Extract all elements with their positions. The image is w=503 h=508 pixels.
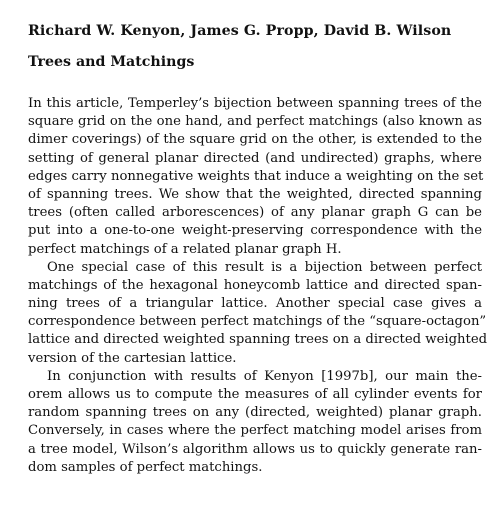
- paper-title: Trees and Matchings: [28, 54, 195, 70]
- text-line: edges carry nonnegative weights that induce a weighting on the set: [28, 168, 484, 184]
- text-line: a tree model, Wilson’s algorithm allows us to quickly generate ran-: [28, 441, 482, 457]
- text-line: setting of general planar directed (and undirected) graphs, where: [28, 150, 482, 166]
- abstract-paragraph-3: [28, 368, 482, 477]
- abstract: [28, 95, 488, 477]
- abstract-paragraph-1: [28, 95, 482, 259]
- text-line: lattice and directed weighted spanning trees on a directed weighted: [28, 332, 488, 348]
- text-line: In this article, Temperley’s bijection between spanning trees of the: [28, 96, 482, 111]
- text-line: perfect matchings of a related planar graph H.: [28, 241, 342, 257]
- text-line: In conjunction with results of Kenyon [1997b], our main the-: [47, 368, 482, 384]
- text-line: version of the cartesian lattice.: [28, 350, 237, 366]
- text-line: dom samples of perfect matchings.: [28, 459, 263, 475]
- text-line: dimer coverings) of the square grid on the other, is extended to the: [28, 132, 482, 148]
- text-line: ning trees of a triangular lattice. Another special case gives a: [28, 296, 482, 312]
- text-line: put into a one-to-one weight-preserving correspondence with the: [28, 223, 482, 239]
- text-line: orem allows us to compute the measures of all cylinder events for: [28, 387, 482, 402]
- text-line: correspondence between perfect matchings of the “square-octagon”: [28, 314, 487, 330]
- text-line: of spanning trees. We show that the weighted, directed spanning: [28, 186, 482, 202]
- text-line: square grid on the one hand, and perfect matchings (also known as: [28, 114, 482, 130]
- abstract-paragraph-2: [28, 259, 488, 368]
- text-line: random spanning trees on any (directed, weighted) planar graph.: [28, 405, 482, 421]
- text-line: trees (often called arborescences) of any planar graph G can be: [28, 205, 482, 221]
- text-line: matchings of the hexagonal honeycomb lattice and directed span-: [28, 277, 482, 293]
- text-line: One special case of this result is a bijection between perfect: [47, 259, 482, 275]
- author-list: Richard W. Kenyon, James G. Propp, David B. Wilson: [28, 23, 452, 39]
- text-line: Conversely, in cases where the perfect matching model arises from: [28, 423, 482, 439]
